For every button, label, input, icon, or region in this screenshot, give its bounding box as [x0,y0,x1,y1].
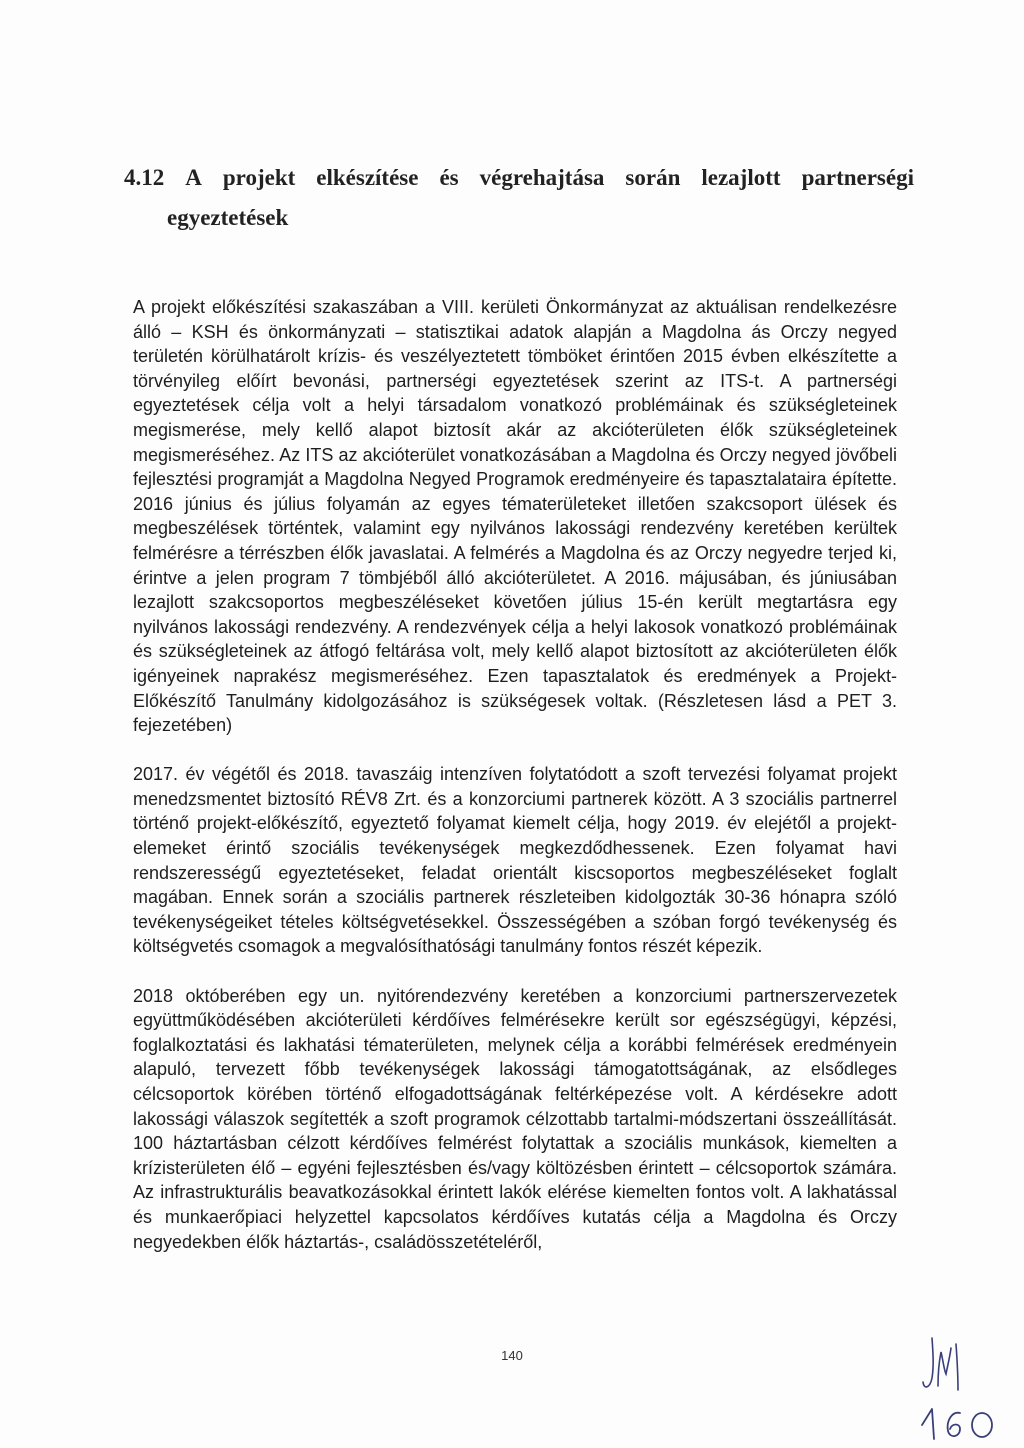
paragraph: 2018 októberében egy un. nyitórendezvény keretében a konzorciumi partnerszervezetek együttműködésében akcióterületi kérdőíves felmérésekre került sor egészségügyi, képzési, foglalkoztatási és lakhatási tématerületen, melynek célja a korábbi felmérések eredményein alapuló, tervezett főbb tevékenységek lakossági támogatottságának, az elsődleges célcsoportok körében történő elfogadottságának feltérképezése volt. A kérdésekre adott lakossági válaszok segítették a szoft programok célzottabb tartalmi-módszertani összeállítását. 100 háztartásban célzott kérdőíves felmérést folytattak a szociális munkások, kiemelten a krízisterületen élő – egyéni fejlesztésben és/vagy költözésben érintett – célcsoportok számára. Az infrastrukturális beavatkozásokkal érintett lakók elérése kiemelten fontos volt. A lakhatással és munkaerőpiaci helyzettel kapcsolatos kérdőíves kutatás célja a Magdolna és Orczy negyedekben élők háztartás-, családösszetételéről, [133,985,897,1252]
paragraph: 2017. év végétől és 2018. tavaszáig intenzíven folytatódott a szoft tervezési folyamat projekt menedzsmentet biztosító RÉV8 Zrt. és a konzorciumi partnerek között. A 3 szociális partnerrel történő projekt-előkészítő, egyeztető folyamat kiemelt célja, hogy 2019. év elejétől a projekt-elemeket érintő szociális tevékenységek megkezdődhessenek. Ezen folyamat havi rendszerességű egyeztetéseket, feladat orientált kiscsoportos megbeszéléseket foglalt magában. Ennek során a szociális partnerek részleteiben kidolgozták 30-36 hónapra szóló tevékenységeiket tételes költségvetésekkel. Összességében a szóban forgó tevékenység és költségvetés csomagok a megvalósíthatósági tanulmány fontos részét képezik. [133,764,897,957]
section-heading-line2: egyeztetések [167,205,289,230]
section-heading [124,165,914,231]
heading-word: lezajlott [701,165,781,190]
section-number: 4.12 [124,165,165,190]
heading-word: partnerségi [801,165,914,190]
heading-word: végrehajtása [479,165,605,190]
page-number: 140 [501,1348,523,1363]
body-text [133,295,897,1279]
heading-word: projekt [222,165,296,190]
section-heading-line1 [124,165,914,191]
heading-word: A [185,165,202,190]
heading-word: során [625,165,681,190]
handwritten-initials [920,1330,970,1400]
heading-word: és [439,165,459,190]
handwritten-page-number [918,1403,1002,1443]
heading-word: elkészítése [316,165,419,190]
paragraph: A projekt előkészítési szakaszában a VIII. kerületi Önkormányzat az aktuálisan rendelkezésre álló – KSH és önkormányzati – statisztikai adatok alapján a Magdolna ás Orczy negyed területén körülhatárolt krízis- és veszélyeztetett tömböket érintően 2015 évben elkészítette a törvényileg előírt bevonási, partnerségi egyeztetések szerint az ITS-t. A partnerségi egyeztetések célja volt a helyi társadalom vonatkozó problémáinak és szükségleteinek megismerése, mely kellő alapot biztosít akár az akcióterületen élők szükségleteinek megismeréséhez. Az ITS az akcióterület vonatkozásában a Magdolna és Orczy negyed jövőbeli fejlesztési programját a Magdolna Negyed Programok eredményeire és tapasztalataira építette. 2016 június és július folyamán az egyes tématerületeket illetően szakcsoport ülések és megbeszélések történtek, valamint egy nyilvános lakossági rendezvény keretében kerültek felmérésre a térrészben élők javaslatai. A felmérés a Magdolna és az Orczy negyedre terjed ki, érintve a jelen program 7 tömbjéből álló akcióterületet. A 2016. májusában, és júniusában lezajlott szakcsoportos megbeszéléseket követően július 15-én került megtartásra egy nyilvános lakossági rendezvény. A rendezvények célja a helyi lakosok vonatkozó problémáinak és szükségleteinek az átfogó feltárása volt, mely kellő alapot biztosított az akcióterületen élők igényeinek naprakész megismeréséhez. Ezen tapasztalatok és eredmények a Projekt-Előkészítő Tanulmány kidolgozásához is szükségesek voltak. (Részletesen lásd a PET 3. fejezetében) [133,297,897,736]
